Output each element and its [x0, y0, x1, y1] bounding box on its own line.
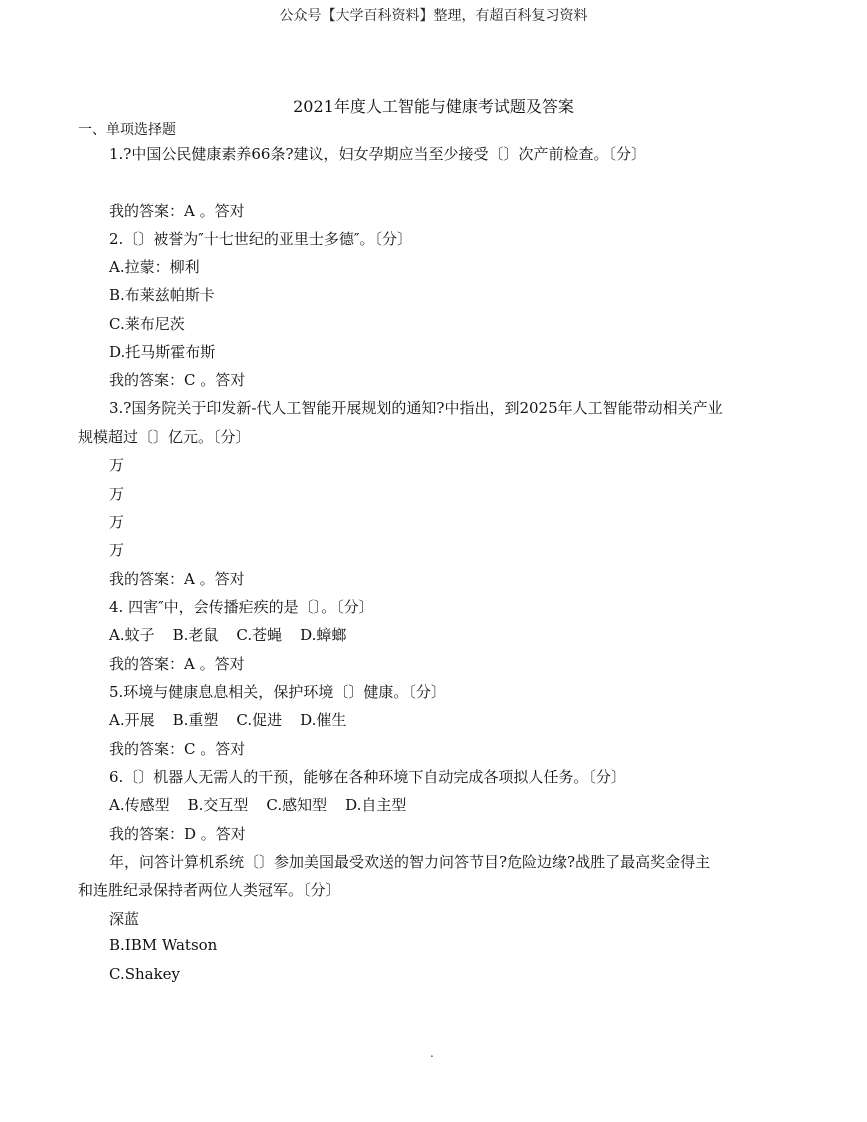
question-6-options [109, 794, 424, 815]
question-3-stem-continued: 规模超过〔〕亿元。〔分〕 [78, 428, 251, 446]
question-4-option: A.蚊子 [109, 626, 155, 644]
question-6-answer: 我的答案：D 。答对 [109, 825, 246, 843]
question-5-option: D.催生 [300, 711, 347, 729]
question-7-option: C.Shakey [109, 965, 181, 983]
page-footer-mark: . [430, 1046, 434, 1060]
question-5-options [109, 709, 364, 730]
question-5-stem: 5.环境与健康息息相关，保护环境〔〕健康。〔分〕 [109, 683, 446, 701]
question-2-option: A.拉蒙：柳利 [109, 258, 200, 276]
question-3-stem: 3.?国务院关于印发新-代人工智能开展规划的通知?中指出，到2025年人工智能带动相关产业 [109, 399, 723, 417]
question-4-options [109, 624, 364, 645]
question-3-option: 万 [109, 541, 125, 559]
question-1-answer: 我的答案：A 。答对 [109, 202, 245, 220]
question-3-option: 万 [109, 485, 125, 503]
document-title: 2021年度人工智能与健康考试题及答案 [293, 97, 574, 116]
question-4-stem: 4. 四害″中，会传播疟疾的是〔〕。〔分〕 [109, 598, 374, 616]
question-2-option: D.托马斯霍布斯 [109, 343, 216, 361]
question-7-option: 深蓝 [109, 910, 140, 928]
question-4-option: D.蟑螂 [300, 626, 347, 644]
question-6-stem: 6.〔〕机器人无需人的干预，能够在各种环境下自动完成各项拟人任务。〔分〕 [109, 768, 626, 786]
question-7-stem: 年，问答计算机系统〔〕参加美国最受欢送的智力问答节目?危险边缘?战胜了最高奖金得主 [109, 853, 711, 871]
page-header: 公众号【大学百科资料】整理，有超百科复习资料 [279, 8, 588, 24]
question-4-option: B.老鼠 [172, 626, 219, 644]
question-5-option: C.促进 [236, 711, 283, 729]
question-3-option: 万 [109, 456, 125, 474]
question-2-stem: 2.〔〕被誉为″十七世纪的亚里士多德″。〔分〕 [109, 230, 413, 248]
question-5-option: B.重塑 [172, 711, 219, 729]
question-4-option: C.苍蝇 [236, 626, 283, 644]
question-7-option: B.IBM Watson [109, 936, 218, 954]
question-6-option: C.感知型 [266, 796, 328, 814]
question-7-stem-continued: 和连胜纪录保持者两位人类冠军。〔分〕 [78, 881, 341, 899]
question-1-stem: 1.?中国公民健康素养66条?建议，妇女孕期应当至少接受〔〕次产前检查。〔分〕 [109, 145, 646, 163]
question-2-answer: 我的答案：C 。答对 [109, 371, 246, 389]
section-heading: 一、单项选择题 [78, 122, 176, 138]
question-4-answer: 我的答案：A 。答对 [109, 655, 245, 673]
question-6-option: D.自主型 [345, 796, 407, 814]
question-2-option: C.莱布尼茨 [109, 315, 185, 333]
question-3-option: 万 [109, 513, 125, 531]
question-3-answer: 我的答案：A 。答对 [109, 570, 245, 588]
question-5-answer: 我的答案：C 。答对 [109, 740, 246, 758]
question-6-option: A.传感型 [109, 796, 170, 814]
question-5-option: A.开展 [109, 711, 155, 729]
question-2-option: B.布莱兹帕斯卡 [109, 286, 215, 304]
question-6-option: B.交互型 [187, 796, 249, 814]
